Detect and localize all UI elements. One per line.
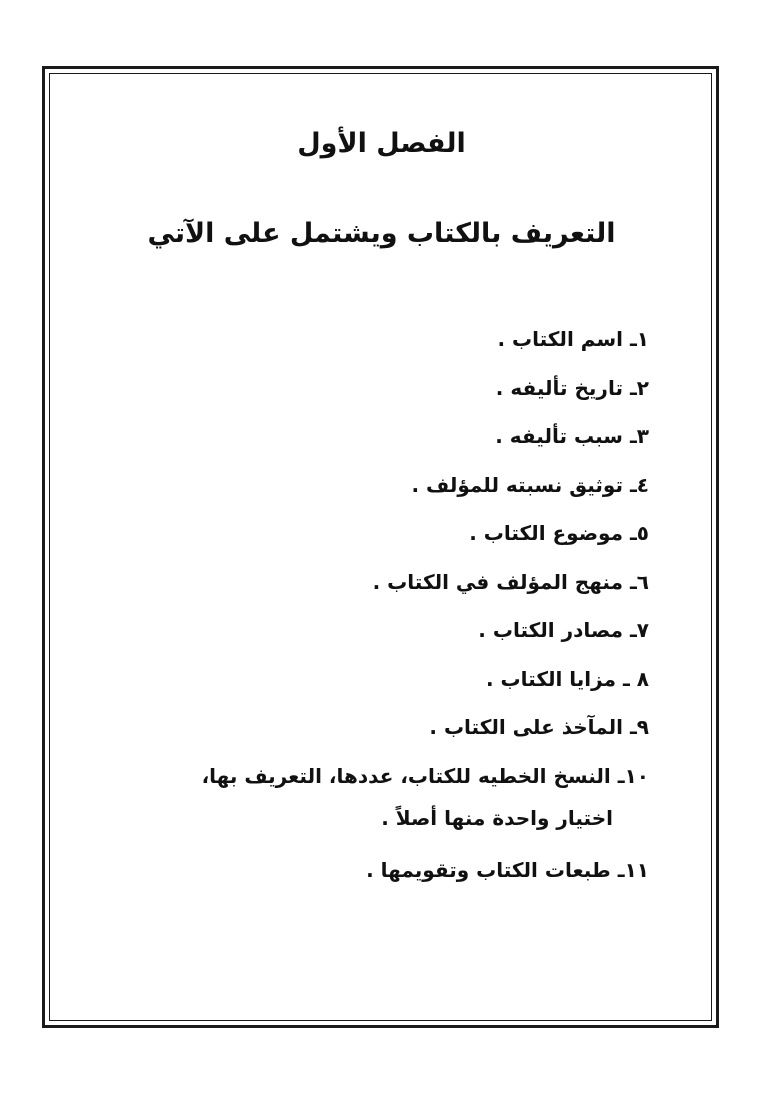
list-item [89, 664, 649, 713]
item-number: ٣ـ [629, 424, 649, 448]
item-number: ٤ـ [629, 472, 649, 497]
item-text: سبب تأليفه . [495, 424, 623, 448]
list-item [89, 324, 649, 373]
item-number: ٨ ـ [622, 666, 649, 691]
item-number: ١٠ـ [617, 763, 649, 788]
item-text: مصادر الكتاب . [478, 618, 623, 642]
list-item [89, 421, 649, 470]
list-item [89, 567, 649, 616]
list-item [89, 761, 649, 855]
chapter-title: الفصل الأول [297, 128, 466, 159]
list-item [89, 712, 649, 761]
item-text-continuation: اختيار واحدة منها أصلاً . [381, 805, 613, 830]
list-item [89, 518, 649, 567]
item-text: موضوع الكتاب . [469, 521, 623, 545]
chapter-subtitle: التعريف بالكتاب ويشتمل على الآتي [147, 218, 616, 249]
topics-list [89, 324, 649, 903]
item-number: ٩ـ [629, 715, 649, 739]
item-text: اسم الكتاب . [497, 327, 623, 351]
item-text: تاريخ تأليفه . [495, 375, 623, 400]
item-text: توثيق نسبته للمؤلف . [411, 472, 623, 497]
item-number: ١١ـ [617, 857, 649, 882]
item-number: ٥ـ [629, 521, 649, 545]
list-item [89, 373, 649, 422]
item-number: ٢ـ [629, 375, 649, 400]
item-text: المآخذ على الكتاب . [429, 715, 623, 739]
item-number: ٦ـ [629, 569, 649, 594]
item-text: طبعات الكتاب وتقويمها . [366, 857, 611, 882]
list-item [89, 615, 649, 664]
list-item [89, 855, 649, 904]
item-text: مزايا الكتاب . [486, 666, 616, 691]
item-text: النسخ الخطيه للكتاب، عددها، التعريف بها، [201, 763, 611, 788]
item-text: منهج المؤلف في الكتاب . [372, 569, 623, 594]
item-number: ٧ـ [629, 618, 649, 642]
list-item [89, 470, 649, 519]
item-number: ١ـ [629, 327, 649, 351]
